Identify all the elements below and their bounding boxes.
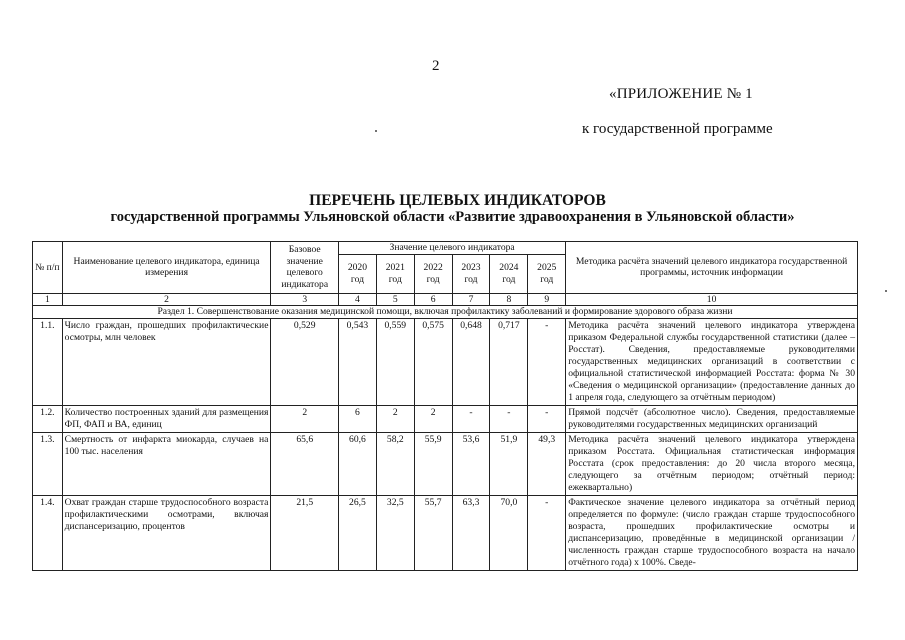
header-name: Наименование целевого индикатора, единица измерения [62, 242, 271, 294]
header-row [33, 242, 858, 255]
year-value: 51,9 [490, 433, 528, 496]
year-value: - [528, 406, 566, 433]
row-number: 1.1. [33, 319, 63, 406]
header-year: 2020 год [339, 254, 377, 293]
column-number: 2 [62, 293, 271, 306]
column-number: 6 [414, 293, 452, 306]
indicator-name: Количество построенных зданий для размещения ФП, ФАП и ВА, единиц [62, 406, 271, 433]
year-value: 70,0 [490, 496, 528, 571]
table-row [33, 433, 858, 496]
year-value: - [490, 406, 528, 433]
header-year: 2025 год [528, 254, 566, 293]
year-value: 55,7 [414, 496, 452, 571]
indicator-name: Число граждан, прошедших профилактические осмотры, млн человек [62, 319, 271, 406]
header-year: 2024 год [490, 254, 528, 293]
year-value: 0,717 [490, 319, 528, 406]
scan-speck [375, 130, 377, 132]
method-text: Методика расчёта значений целевого индикатора утверждена приказом Федеральной службы государственной статистики (далее – Росстат). Сведения, предоставляемые руководителями государственных медицинских организаций в соответствии с официальной статистической информацией Росстата: форма № 30 «Сведения о медицинской организации» (предоставление данных до 1 апреля года, следующего за отчётным периодом) [566, 319, 858, 406]
year-value: 60,6 [339, 433, 377, 496]
header-method: Методика расчёта значений целевого индикатора государственной программы, источник информации [566, 242, 858, 294]
year-value: 32,5 [376, 496, 414, 571]
year-value: - [528, 319, 566, 406]
year-value: 63,3 [452, 496, 490, 571]
column-number: 9 [528, 293, 566, 306]
document-subtitle: государственной программы Ульяновской области «Развитие здравоохранения в Ульяновской области» [110, 209, 795, 225]
table-row [33, 319, 858, 406]
year-value: 0,559 [376, 319, 414, 406]
base-value: 0,529 [271, 319, 339, 406]
table-row [33, 496, 858, 571]
page-number: 2 [432, 58, 440, 74]
method-text: Фактическое значение целевого индикатора за отчётный период определяется по формуле: (число граждан старше трудоспособного возраста, прошедших профилактические осмотры и диспансеризацию, проведённые в медицинской организации / численность граждан старше трудоспособного возраста на начало отчётного года) х 100%. Сведе- [566, 496, 858, 571]
indicator-name: Охват граждан старше трудоспособного возраста профилактическими осмотрами, включая диспансеризацию, процентов [62, 496, 271, 571]
year-value: 55,9 [414, 433, 452, 496]
header-year: 2023 год [452, 254, 490, 293]
year-value: 26,5 [339, 496, 377, 571]
method-text: Методика расчёта значений целевого индикатора утверждена приказом Росстата. Официальная статистическая информация Росстата (срок предоставления: до 20 числа второго месяца, следующего за отчётным периодом; отчётный период: ежеквартально) [566, 433, 858, 496]
year-value: 0,648 [452, 319, 490, 406]
year-value: 58,2 [376, 433, 414, 496]
column-number: 7 [452, 293, 490, 306]
header-num: № п/п [33, 242, 63, 294]
year-value: 49,3 [528, 433, 566, 496]
row-number: 1.4. [33, 496, 63, 571]
year-value: 53,6 [452, 433, 490, 496]
header-base: Базовое значение целевого индикатора [271, 242, 339, 294]
header-year: 2022 год [414, 254, 452, 293]
table-row [33, 406, 858, 433]
year-value: - [528, 496, 566, 571]
base-value: 2 [271, 406, 339, 433]
section-title: Раздел 1. Совершенствование оказания медицинской помощи, включая профилактику заболеваний и формирование здорового образа жизни [33, 306, 858, 319]
method-text: Прямой подсчёт (абсолютное число). Сведения, предоставляемые руководителями государственных медицинских организаций [566, 406, 858, 433]
base-value: 65,6 [271, 433, 339, 496]
row-number: 1.3. [33, 433, 63, 496]
indicator-name: Смертность от инфаркта миокарда, случаев на 100 тыс. населения [62, 433, 271, 496]
row-number: 1.2. [33, 406, 63, 433]
year-value: 2 [414, 406, 452, 433]
column-number: 3 [271, 293, 339, 306]
scan-speck [885, 290, 887, 292]
year-value: 0,575 [414, 319, 452, 406]
appendix-label: «ПРИЛОЖЕНИЕ № 1 [609, 86, 753, 102]
column-number: 5 [376, 293, 414, 306]
column-number: 8 [490, 293, 528, 306]
appendix-subtitle: к государственной программе [582, 121, 773, 137]
year-value: 0,543 [339, 319, 377, 406]
column-number: 1 [33, 293, 63, 306]
document-title: ПЕРЕЧЕНЬ ЦЕЛЕВЫХ ИНДИКАТОРОВ [309, 192, 606, 209]
year-value: 6 [339, 406, 377, 433]
column-number: 10 [566, 293, 858, 306]
year-value: - [452, 406, 490, 433]
header-values-group: Значение целевого индикатора [339, 242, 566, 255]
column-number-row [33, 293, 858, 306]
column-number: 4 [339, 293, 377, 306]
section-row [33, 306, 858, 319]
indicators-table [32, 241, 858, 571]
base-value: 21,5 [271, 496, 339, 571]
year-value: 2 [376, 406, 414, 433]
header-year: 2021 год [376, 254, 414, 293]
